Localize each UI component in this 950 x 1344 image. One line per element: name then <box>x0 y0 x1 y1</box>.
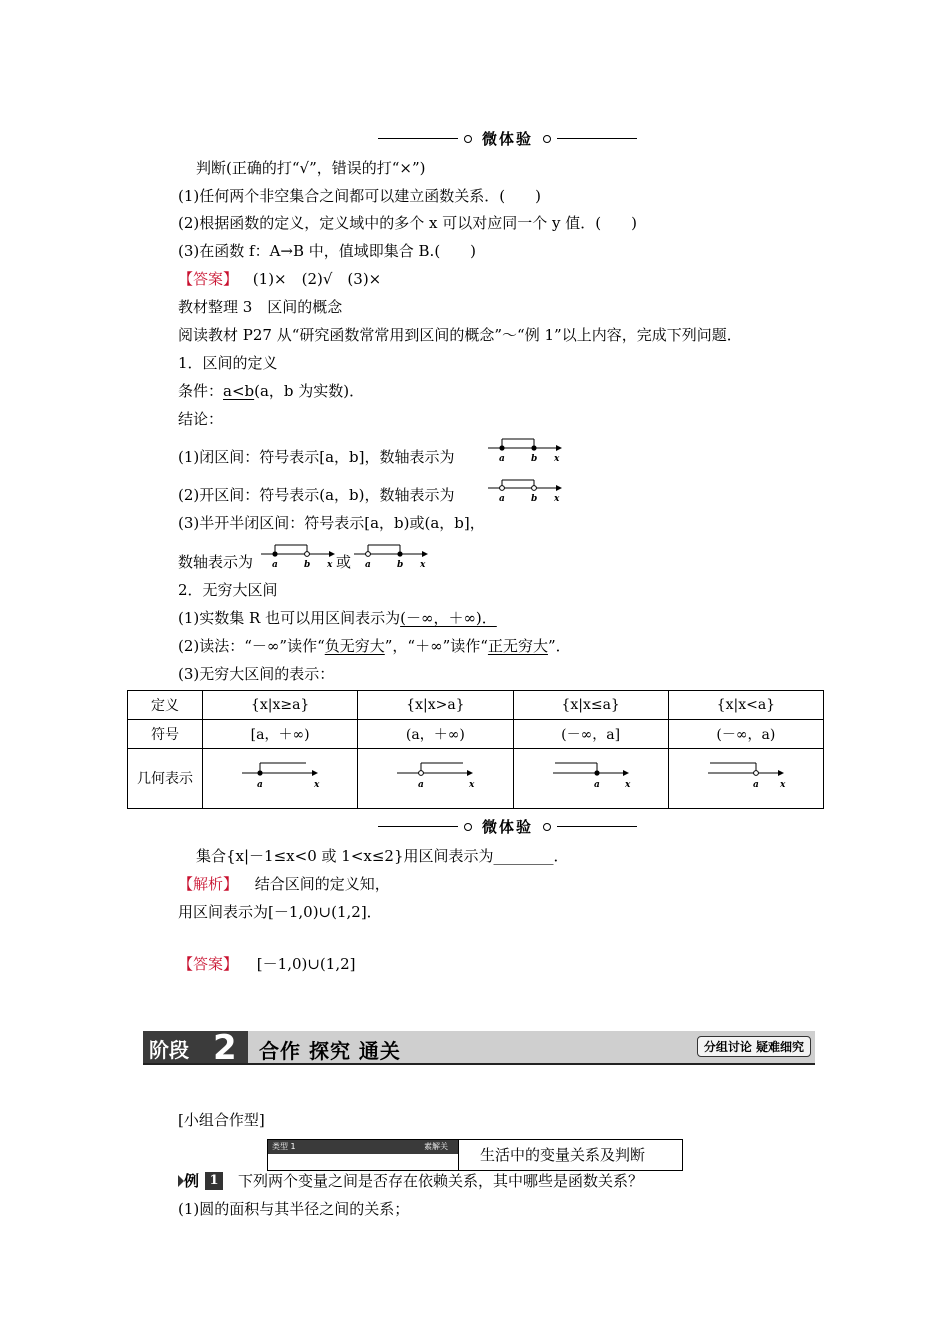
row-label-definition: 定义 <box>128 691 203 720</box>
answer-label: 【答案】 <box>178 270 239 288</box>
definition-title: 1．区间的定义 <box>178 354 278 372</box>
head-line-left <box>378 138 458 139</box>
axis-label-x: x <box>554 454 560 464</box>
axis-label-b: b <box>397 560 404 570</box>
question-2: (2)根据函数的定义，定义域中的多个 x 可以对应同一个 y 值．( ) <box>178 214 637 232</box>
analysis-label: 【解析】 <box>178 875 239 893</box>
ray-open-right <box>385 759 485 795</box>
head-dot-right <box>543 823 551 831</box>
condition-rest: (a，b 为实数)． <box>254 382 365 400</box>
example-number: 1 <box>205 1172 223 1190</box>
type-tag: 类型 1 <box>272 1142 296 1151</box>
ray-closed-right <box>230 759 330 795</box>
infinite-2-a: (2)读法：“－∞”读作“ <box>178 637 325 655</box>
axis-label-a: a <box>418 779 425 790</box>
condition-label: 条件： <box>178 382 224 400</box>
type-dark-bar <box>268 1140 458 1154</box>
axis-label-x: x <box>554 494 560 504</box>
geometry-cell <box>513 749 668 809</box>
analysis-row <box>178 874 390 894</box>
section-head-title: 微体验 <box>482 818 534 836</box>
phase-dark-block <box>143 1028 248 1068</box>
set-question: 集合{x|－1≤x<0 或 1<x≤2}用区间表示为________． <box>196 847 569 865</box>
row-label-symbol: 符号 <box>128 720 203 749</box>
negative-infinity-reading: 负无穷大 <box>324 637 385 655</box>
symbol-cell: (－∞，a] <box>513 720 668 749</box>
infinite-3: (3)无穷大区间的表示： <box>178 665 335 683</box>
geometry-cell <box>668 749 823 809</box>
or-word: 或 <box>336 553 352 571</box>
infinite-1-text: (1)实数集 R 也可以用区间表示为 <box>178 609 401 627</box>
answer-value: [－1,0)∪(1,2] <box>256 955 356 973</box>
phase-badge: 分组讨论 疑难细究 <box>697 1036 811 1057</box>
answer-row-1 <box>178 269 381 289</box>
ray-closed-left <box>541 759 641 795</box>
analysis-text: 结合区间的定义知， <box>254 875 390 893</box>
half-axis-prefix: 数轴表示为 <box>178 553 254 571</box>
infinite-2-c: ”． <box>547 637 571 655</box>
phase-word: 阶段 <box>149 1038 189 1062</box>
axis-label-x: x <box>314 779 320 790</box>
axis-label-b: b <box>531 454 538 464</box>
table-row <box>128 691 824 720</box>
half-interval-text: (3)半开半闭区间：符号表示[a，b)或(a，b]， <box>178 514 485 532</box>
head-dot-right <box>543 135 551 143</box>
head-line-left <box>378 826 458 827</box>
question-3: (3)在函数 f：A→B 中，值域即集合 B.( ) <box>178 242 477 260</box>
infinite-1 <box>178 608 511 628</box>
row-label-geometry: 几何表示 <box>128 749 203 809</box>
section-head-2 <box>378 816 637 837</box>
ray-open-left <box>696 759 796 795</box>
condition-row <box>178 381 364 401</box>
open-interval-text: (2)开区间：符号表示(a，b)，数轴表示为 <box>178 486 455 504</box>
definition-cell: {x|x<a} <box>668 691 823 720</box>
axis-label-x: x <box>469 779 475 790</box>
infinite-2 <box>178 636 571 656</box>
example-item-1: (1)圆的面积与其半径之间的关系； <box>178 1200 410 1218</box>
closed-interval-axis <box>486 436 566 464</box>
axis-label-b: b <box>304 560 311 570</box>
phase-title: 合作 探究 通关 <box>259 1039 401 1063</box>
definition-cell: {x|x>a} <box>358 691 513 720</box>
type-tag-secondary: 素解关 <box>424 1142 448 1151</box>
axis-label-x: x <box>327 560 333 570</box>
axis-label-a: a <box>499 494 505 504</box>
geometry-cell <box>203 749 358 809</box>
answer-label: 【答案】 <box>178 955 239 973</box>
closed-interval-text: (1)闭区间：符号表示[a，b]，数轴表示为 <box>178 448 455 466</box>
example-word: 例 <box>184 1172 200 1190</box>
infinite-1-value: (－∞，＋∞)． <box>400 609 497 627</box>
half-open-left-axis <box>352 542 432 570</box>
open-interval-axis <box>486 478 566 504</box>
definition-cell: {x|x≥a} <box>203 691 358 720</box>
axis-label-a: a <box>272 560 278 570</box>
head-line-right <box>557 138 637 139</box>
example-text: 下列两个变量之间是否存在依赖关系，其中哪些是函数关系？ <box>238 1172 644 1190</box>
example-badge <box>178 1172 224 1190</box>
answer-value: (1)× (2)√ (3)× <box>252 270 382 288</box>
group-type-label: [小组合作型] <box>178 1111 265 1129</box>
section-head-title: 微体验 <box>482 130 534 148</box>
head-dot-left <box>464 135 472 143</box>
conclusion-label: 结论： <box>178 410 224 428</box>
axis-label-x: x <box>624 779 630 790</box>
positive-infinity-reading: 正无穷大 <box>487 637 548 655</box>
judge-intro: 判断(正确的打“√”，错误的打“×”) <box>196 159 426 177</box>
phase-number: 2 <box>213 1028 237 1068</box>
analysis-line-2: 用区间表示为[－1,0)∪(1,2]． <box>178 903 382 921</box>
head-line-right <box>557 826 637 827</box>
axis-label-a: a <box>365 560 371 570</box>
symbol-cell: (－∞，a) <box>668 720 823 749</box>
axis-label-a: a <box>593 779 600 790</box>
geometry-cell <box>358 749 513 809</box>
symbol-cell: (a，＋∞) <box>358 720 513 749</box>
answer-row-2 <box>178 954 355 974</box>
reading-instruction: 阅读教材 P27 从“研究函数常常用到区间的概念”～“例 1”以上内容，完成下列问题． <box>178 326 742 344</box>
axis-label-x: x <box>420 560 426 570</box>
axis-label-x: x <box>779 779 786 790</box>
material-title: 教材整理 3 区间的概念 <box>178 298 343 316</box>
head-dot-left <box>464 823 472 831</box>
symbol-cell: [a，＋∞) <box>203 720 358 749</box>
infinite-2-b: ”，“＋∞”读作“ <box>384 637 488 655</box>
axis-label-a: a <box>752 779 759 790</box>
definition-cell: {x|x≤a} <box>513 691 668 720</box>
type-heading-box <box>267 1139 683 1171</box>
half-open-right-axis <box>259 542 339 570</box>
axis-label-b: b <box>531 494 538 504</box>
phase-banner <box>143 1028 815 1068</box>
type-divider <box>458 1140 459 1170</box>
question-1: (1)任何两个非空集合之间都可以建立函数关系．( ) <box>178 187 541 205</box>
table-row <box>128 749 824 809</box>
type-title: 生活中的变量关系及判断 <box>480 1146 646 1164</box>
infinite-interval-table <box>127 690 824 809</box>
infinite-title: 2．无穷大区间 <box>178 581 278 599</box>
section-head-1 <box>378 128 637 149</box>
axis-label-a: a <box>257 779 263 790</box>
table-row <box>128 720 824 749</box>
axis-label-a: a <box>499 454 505 464</box>
condition-value: a<b <box>223 382 255 400</box>
